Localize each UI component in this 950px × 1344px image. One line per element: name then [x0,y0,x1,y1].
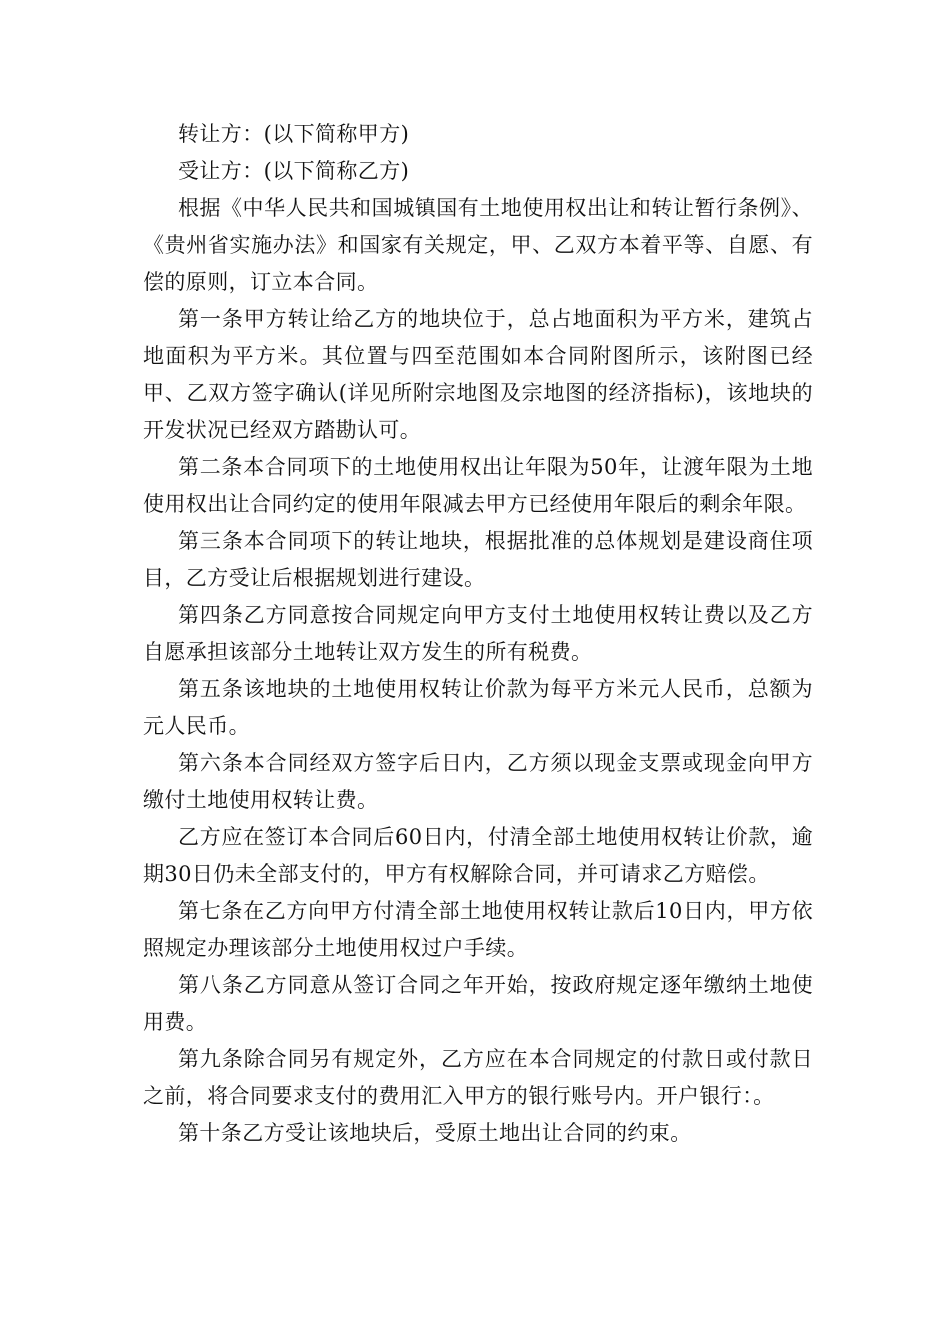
paragraph-transferee: 受让方：(以下简称乙方) [178,159,410,183]
contract-body [143,116,813,1152]
paragraph-preamble: 根据《中华人民共和国城镇国有土地使用权出让和转让暂行条例》、《贵州省实施办法》和国家有关规定，甲、乙双方本着平等、自愿、有偿的原则，订立本合同。 [143,196,813,294]
paragraph-article-6: 第六条本合同经双方签字后日内，乙方须以现金支票或现金向甲方缴付土地使用权转让费。 [143,751,813,812]
paragraph-transferor: 转让方：(以下简称甲方) [178,122,410,146]
paragraph-article-7: 第七条在乙方向甲方付清全部土地使用权转让款后10日内，甲方依照规定办理该部分土地使用权过户手续。 [143,899,813,960]
paragraph-article-10: 第十条乙方受让该地块后，受原土地出让合同的约束。 [178,1121,692,1145]
paragraph-article-2: 第二条本合同项下的土地使用权出让年限为50年，让渡年限为土地使用权出让合同约定的使用年限减去甲方已经使用年限后的剩余年限。 [143,455,813,516]
paragraph-article-5: 第五条该地块的土地使用权转让价款为每平方米元人民币，总额为元人民币。 [143,677,813,738]
paragraph-article-9: 第九条除合同另有规定外，乙方应在本合同规定的付款日或付款日之前，将合同要求支付的费用汇入甲方的银行账号内。开户银行：。 [143,1047,813,1108]
paragraph-article-8: 第八条乙方同意从签订合同之年开始，按政府规定逐年缴纳土地使用费。 [143,973,813,1034]
paragraph-article-4: 第四条乙方同意按合同规定向甲方支付土地使用权转让费以及乙方自愿承担该部分土地转让双方发生的所有税费。 [143,603,813,664]
paragraph-article-6-payment: 乙方应在签订本合同后60日内，付清全部土地使用权转让价款，逾期30日仍未全部支付的，甲方有权解除合同，并可请求乙方赔偿。 [143,825,813,886]
paragraph-article-1: 第一条甲方转让给乙方的地块位于，总占地面积为平方米，建筑占地面积为平方米。其位置与四至范围如本合同附图所示，该附图已经甲、乙双方签字确认(详见所附宗地图及宗地图的经济指标)，该地块的开发状况已经双方踏勘认可。 [143,307,813,442]
paragraph-article-3: 第三条本合同项下的转让地块，根据批准的总体规划是建设商住项目，乙方受让后根据规划进行建设。 [143,529,813,590]
